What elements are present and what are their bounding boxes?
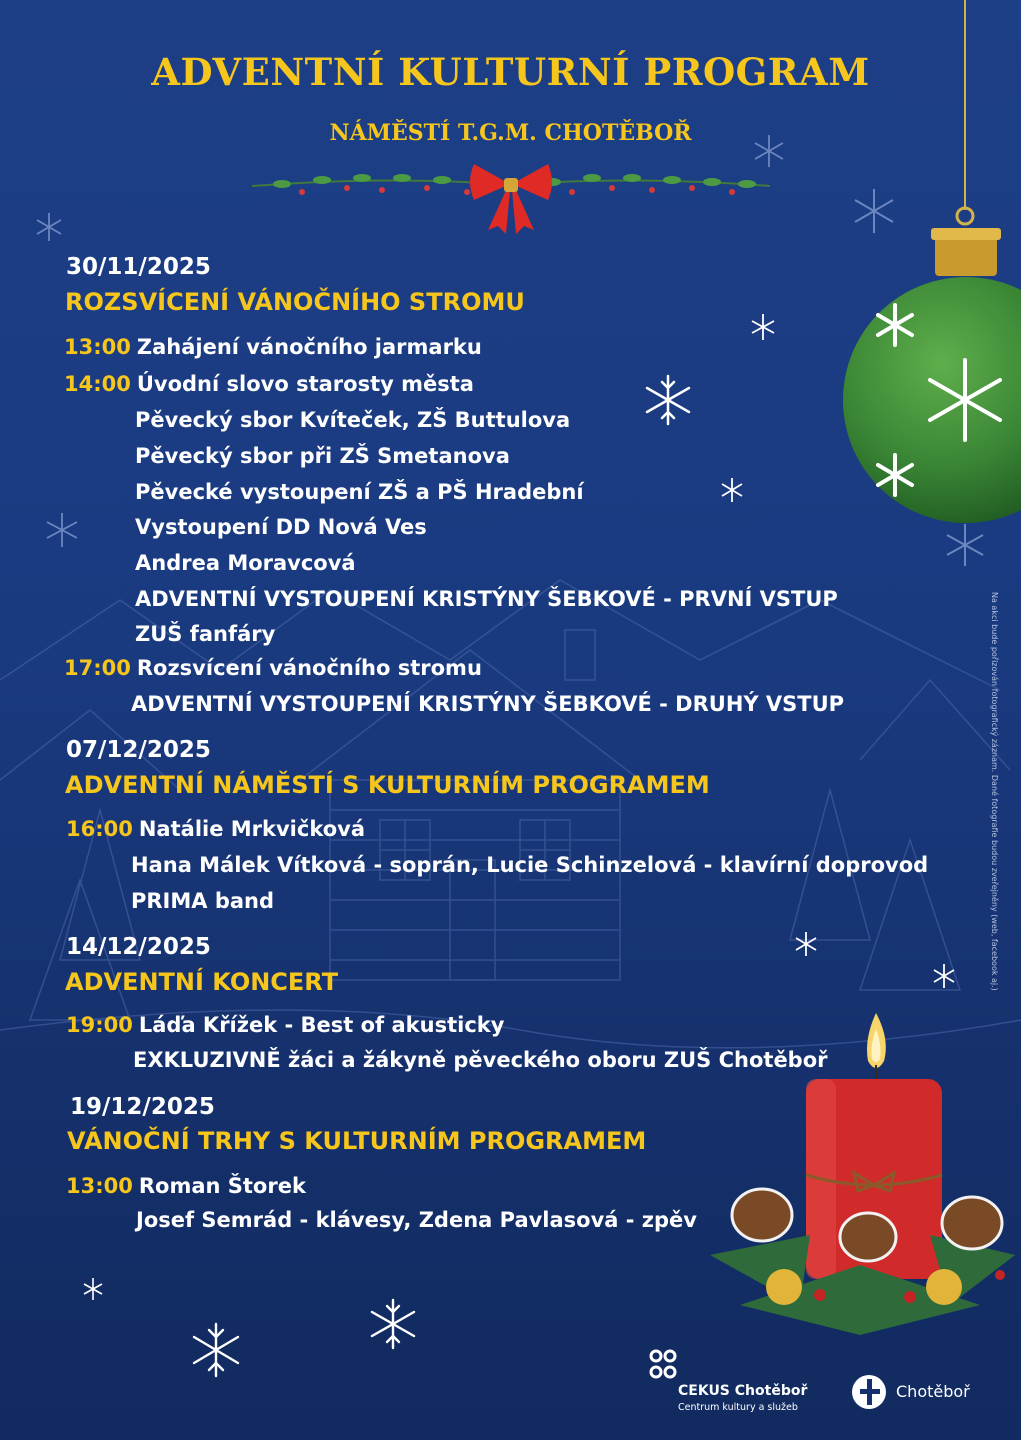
snowflake-icon xyxy=(80,1276,106,1302)
program-line: Josef Semrád - klávesy, Zdena Pavlasová - zpěv xyxy=(136,1208,697,1232)
cekus-tagline: Centrum kultury a služeb xyxy=(678,1402,798,1413)
program-time: 13:00 xyxy=(64,335,131,359)
program-line: ADVENTNÍ VYSTOUPENÍ KRISTÝNY ŠEBKOVÉ - PRVNÍ VSTUP xyxy=(135,587,838,611)
program-line xyxy=(66,1013,504,1037)
program-time: 17:00 xyxy=(64,656,131,680)
chotebor-logo-icon xyxy=(850,1373,888,1411)
snowflake-icon xyxy=(42,510,82,550)
program-line xyxy=(66,1174,306,1198)
snowflake-icon xyxy=(186,1320,246,1380)
snowflake-icon xyxy=(930,962,958,990)
town-name: Chotěboř xyxy=(896,1382,970,1401)
program-line xyxy=(64,372,474,396)
program-line: Pěvecký sbor Kvíteček, ZŠ Buttulova xyxy=(135,408,571,432)
program-time: 13:00 xyxy=(66,1174,133,1198)
page-title: ADVENTNÍ KULTURNÍ PROGRAM xyxy=(151,50,870,94)
program-line: PRIMA band xyxy=(131,889,275,913)
program-line: Hana Málek Vítková - soprán, Lucie Schinzelová - klavírní doprovod xyxy=(131,853,929,877)
event-date: 07/12/2025 xyxy=(66,737,211,763)
page-subtitle: NÁMĚSTÍ T.G.M. CHOTĚBOŘ xyxy=(329,120,692,146)
program-line: Andrea Moravcová xyxy=(135,551,356,575)
program-line xyxy=(64,656,482,680)
program-text: Rozsvícení vánočního stromu xyxy=(136,656,482,680)
snowflake-icon xyxy=(792,930,820,958)
program-line: EXKLUZIVNĚ žáci a žákyně pěveckého oboru ZUŠ Chotěboř xyxy=(133,1048,828,1072)
program-time: 14:00 xyxy=(64,372,131,396)
program-text: Láďa Křížek - Best of akusticky xyxy=(138,1013,505,1037)
snowflake-icon xyxy=(718,476,746,504)
photo-consent-note: Na akci bude pořizován fotografický záznam. Dané fotografie budou zveřejněny (web, facebook aj.) xyxy=(990,592,999,991)
event-date: 14/12/2025 xyxy=(66,934,211,960)
event-heading: VÁNOČNÍ TRHY S KULTURNÍM PROGRAMEM xyxy=(67,1127,647,1155)
snowflake-icon xyxy=(365,1296,421,1352)
event-date: 30/11/2025 xyxy=(66,254,211,280)
bow-icon xyxy=(470,164,552,234)
event-heading: ADVENTNÍ NÁMĚSTÍ S KULTURNÍM PROGRAMEM xyxy=(65,771,710,799)
garland-icon xyxy=(252,156,770,236)
program-text: Zahájení vánočního jarmarku xyxy=(136,335,482,359)
cekus-name: CEKUS Chotěboř xyxy=(678,1383,808,1399)
cekus-logo-icon xyxy=(648,1348,678,1380)
program-line: Vystoupení DD Nová Ves xyxy=(135,515,427,539)
program-time: 19:00 xyxy=(66,1013,133,1037)
event-date: 19/12/2025 xyxy=(70,1094,215,1120)
snowflake-icon xyxy=(640,372,696,428)
snowflake-icon xyxy=(748,312,778,342)
program-line: Pěvecký sbor při ZŠ Smetanova xyxy=(135,444,510,468)
event-heading: ADVENTNÍ KONCERT xyxy=(65,968,339,996)
candle-icon xyxy=(700,1005,1020,1345)
snowflake-icon xyxy=(32,210,66,244)
program-line xyxy=(64,335,482,359)
program-line xyxy=(66,817,365,841)
program-line: ZUŠ fanfáry xyxy=(135,622,276,646)
program-text: Natálie Mrkvičková xyxy=(138,817,366,841)
event-heading: ROZSVÍCENÍ VÁNOČNÍHO STROMU xyxy=(65,288,525,316)
program-line: Pěvecké vystoupení ZŠ a PŠ Hradební xyxy=(135,480,584,504)
program-text: Roman Štorek xyxy=(138,1174,306,1198)
program-line: ADVENTNÍ VYSTOUPENÍ KRISTÝNY ŠEBKOVÉ - DRUHÝ VSTUP xyxy=(131,692,845,716)
program-time: 16:00 xyxy=(66,817,133,841)
program-text: Úvodní slovo starosty města xyxy=(136,372,474,396)
